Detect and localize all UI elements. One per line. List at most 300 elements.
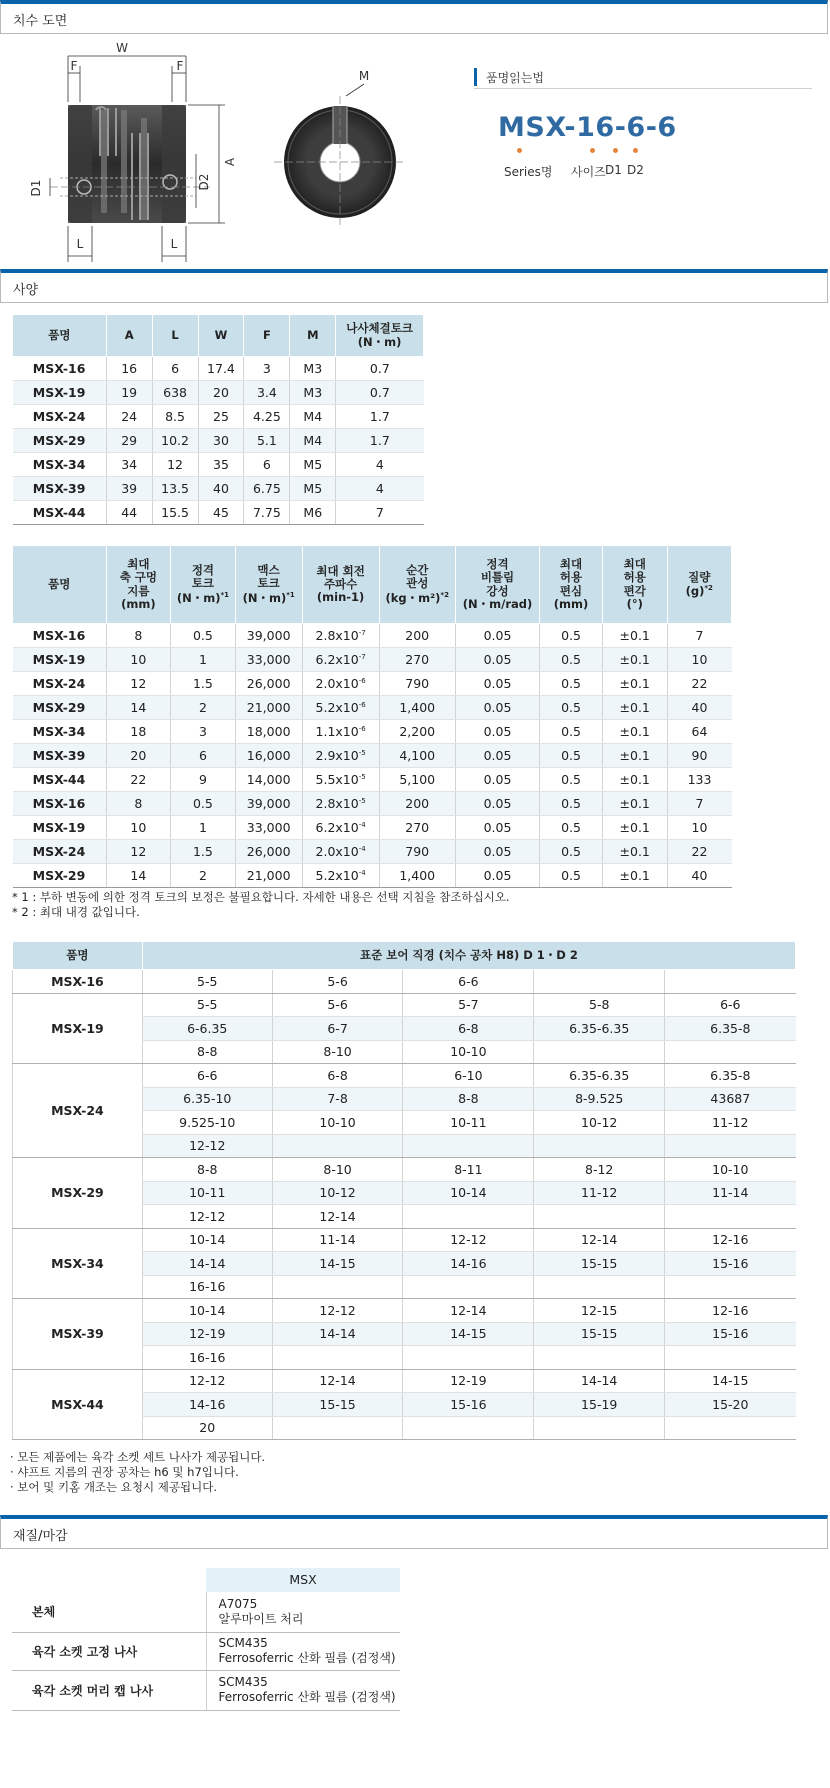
bore-cell [665, 1346, 796, 1370]
table-row [13, 1064, 796, 1088]
bore-cell: 10-12 [534, 1111, 665, 1135]
model-name-cell: MSX-16 [13, 357, 107, 381]
rpm-exponent: -7 [358, 629, 366, 637]
value-cell: 200 [379, 792, 455, 816]
table-row [13, 970, 796, 994]
bore-cell: 43687 [665, 1087, 796, 1111]
table-row [13, 720, 732, 744]
model-name-cell: MSX-29 [13, 1158, 143, 1229]
material-value [206, 1592, 400, 1632]
value-cell: M4 [290, 429, 336, 453]
bore-cell: 16-16 [142, 1275, 272, 1299]
value-cell: 6 [171, 744, 235, 768]
col-header-line: 비틀림 [480, 570, 515, 585]
model-name-cell: MSX-19 [13, 816, 107, 840]
footnote-mark: *1 [286, 590, 295, 599]
bore-cell: 12-19 [142, 1322, 272, 1346]
model-name-cell: MSX-19 [13, 648, 107, 672]
bore-cell: 6-10 [403, 1064, 534, 1088]
col-header-l: L [152, 315, 198, 357]
value-cell: 20 [198, 381, 244, 405]
value-cell: 10.2 [152, 429, 198, 453]
note-1: * 1 : 부하 변동에 의한 정격 토크의 보정은 불필요합니다. 자세한 내용은 선택 지침을 참조하십시오. [12, 890, 510, 904]
value-cell: 0.5 [540, 864, 603, 888]
bore-table [12, 941, 796, 1440]
value-cell: 14 [106, 864, 171, 888]
value-cell: ±0.1 [602, 624, 667, 648]
bore-cell [665, 1205, 796, 1229]
bore-cell: 12-12 [142, 1134, 272, 1158]
bore-cell [403, 1134, 534, 1158]
value-cell: 133 [667, 768, 732, 792]
bore-cell: 6.35-10 [142, 1087, 272, 1111]
value-cell: 1.7 [336, 429, 424, 453]
value-cell: 1,400 [379, 696, 455, 720]
model-name-cell: MSX-24 [13, 1064, 143, 1158]
value-cell: 0.7 [336, 357, 424, 381]
col-header-line: 주파수 [323, 576, 358, 591]
value-cell [302, 816, 379, 840]
value-cell: ±0.1 [602, 792, 667, 816]
value-cell [302, 720, 379, 744]
value-cell: 270 [379, 648, 455, 672]
naming-dot-d2 [633, 148, 638, 153]
bore-cell: 12-14 [403, 1299, 534, 1323]
bore-cell: 9.525-10 [142, 1111, 272, 1135]
bore-cell: 8-11 [403, 1158, 534, 1182]
table-row [13, 429, 424, 453]
value-cell: 2 [171, 864, 235, 888]
rpm-base: 6.2x10 [315, 820, 359, 835]
bore-cell: 10-14 [142, 1299, 272, 1323]
value-cell: 1.5 [171, 840, 235, 864]
rpm-base: 2.8x10 [315, 796, 359, 811]
rpm-base: 2.0x10 [315, 676, 359, 691]
bore-cell: 14-14 [142, 1252, 272, 1276]
value-cell: M3 [290, 357, 336, 381]
col-header-line: (N・m) [242, 590, 287, 605]
col-header [13, 546, 107, 624]
value-cell: 39 [106, 477, 152, 501]
col-header-bore: 표준 보어 직경 (치수 공차 H8) D 1・D 2 [142, 942, 795, 970]
value-cell: 0.5 [540, 792, 603, 816]
table-row [13, 357, 424, 381]
bore-cell: 14-14 [534, 1369, 665, 1393]
rpm-exponent: -6 [358, 677, 366, 685]
performance-notes [12, 890, 510, 920]
bore-cell: 5-5 [142, 993, 272, 1017]
value-cell: 34 [106, 453, 152, 477]
dim-label-l1: L [76, 237, 84, 251]
value-cell: 0.5 [540, 696, 603, 720]
value-cell: ±0.1 [602, 840, 667, 864]
value-cell: 0.5 [540, 840, 603, 864]
bore-cell [403, 1205, 534, 1229]
bore-cell [272, 1134, 403, 1158]
value-cell: 7 [667, 624, 732, 648]
value-cell [302, 864, 379, 888]
bore-cell: 14-15 [272, 1252, 403, 1276]
model-name-cell: MSX-34 [13, 453, 107, 477]
col-header [602, 546, 667, 624]
value-cell: 1.5 [171, 672, 235, 696]
value-cell: 24 [106, 405, 152, 429]
table-row [13, 1299, 796, 1323]
value-cell: ±0.1 [602, 672, 667, 696]
col-header-line: 정격 [191, 563, 215, 578]
rpm-exponent: -6 [358, 725, 366, 733]
bore-cell [272, 1346, 403, 1370]
model-name-cell: MSX-29 [13, 864, 107, 888]
bore-cell: 5-6 [272, 993, 403, 1017]
value-cell: 3.4 [244, 381, 290, 405]
bore-cell [534, 970, 665, 994]
value-cell: ±0.1 [602, 816, 667, 840]
bore-cell: 10-11 [403, 1111, 534, 1135]
bore-cell: 16-16 [142, 1346, 272, 1370]
bore-cell: 6-6 [142, 1064, 272, 1088]
material-value-line2: Ferrosoferric 산화 필름 (검정색) [218, 1651, 396, 1665]
bore-cell: 8-10 [272, 1158, 403, 1182]
bore-cell: 12-14 [272, 1369, 403, 1393]
bore-cell [403, 1275, 534, 1299]
bore-cell [534, 1346, 665, 1370]
bore-cell: 11-12 [665, 1111, 796, 1135]
material-table [12, 1568, 400, 1711]
bore-cell: 10-10 [403, 1040, 534, 1064]
col-header [540, 546, 603, 624]
naming-title-bar [474, 68, 477, 86]
col-header-line: 편각 [623, 583, 646, 598]
col-header-line: 최대 [559, 557, 583, 572]
table-row [13, 1158, 796, 1182]
model-name-cell: MSX-34 [13, 720, 107, 744]
col-header-line: 최대 [623, 557, 646, 572]
value-cell: 12 [152, 453, 198, 477]
value-cell: 0.05 [455, 672, 539, 696]
value-cell: 0.5 [540, 816, 603, 840]
bore-cell: 15-19 [534, 1393, 665, 1417]
rpm-exponent: -5 [358, 749, 366, 757]
col-header-line: 맥스 [257, 563, 280, 578]
rpm-exponent: -4 [358, 869, 366, 877]
value-cell: 40 [667, 864, 732, 888]
value-cell: 3 [171, 720, 235, 744]
value-cell: M5 [290, 477, 336, 501]
value-cell: 1,400 [379, 864, 455, 888]
bore-cell [403, 1346, 534, 1370]
value-cell: 3 [244, 357, 290, 381]
footnote-mark: *2 [704, 584, 713, 592]
col-header-line: 정격 [486, 557, 509, 572]
col-header-torque [336, 315, 424, 357]
col-header-line: 축 구멍 [119, 570, 158, 585]
col-header-line: (kg・m²) [385, 590, 441, 605]
rpm-base: 1.1x10 [315, 724, 359, 739]
bore-cell: 6.35-8 [665, 1017, 796, 1041]
bore-cell: 15-16 [403, 1393, 534, 1417]
table-row [13, 792, 732, 816]
col-header [235, 546, 302, 624]
value-cell: 2,200 [379, 720, 455, 744]
col-header-m: M [290, 315, 336, 357]
table-row [13, 993, 796, 1017]
value-cell: 14,000 [235, 768, 302, 792]
value-cell: 0.05 [455, 624, 539, 648]
bore-cell: 12-12 [142, 1369, 272, 1393]
value-cell: 16,000 [235, 744, 302, 768]
rpm-exponent: -5 [358, 773, 366, 781]
bore-cell: 8-10 [272, 1040, 403, 1064]
col-header-line: (°) [626, 596, 643, 611]
dim-label-a: A [223, 157, 237, 167]
value-cell [302, 624, 379, 648]
value-cell: 10 [106, 648, 171, 672]
bore-cell: 10-14 [142, 1228, 272, 1252]
table-row [13, 864, 732, 888]
naming-code: MSX-16-6-6 [498, 112, 677, 143]
bore-cell [665, 970, 796, 994]
table-row [13, 768, 732, 792]
value-cell: 10 [667, 648, 732, 672]
value-cell: 9 [171, 768, 235, 792]
bore-cell: 8-8 [403, 1087, 534, 1111]
bore-cell [665, 1134, 796, 1158]
value-cell: 638 [152, 381, 198, 405]
bore-cell [534, 1275, 665, 1299]
value-cell: 0.05 [455, 864, 539, 888]
value-cell: 0.5 [540, 768, 603, 792]
bore-cell: 20 [142, 1416, 272, 1440]
value-cell: 1 [171, 816, 235, 840]
dim-label-f2: F [176, 59, 184, 73]
value-cell: 22 [667, 840, 732, 864]
table-row [13, 405, 424, 429]
table-row [13, 477, 424, 501]
bore-cell: 5-6 [272, 970, 403, 994]
value-cell: 22 [106, 768, 171, 792]
value-cell: 4,100 [379, 744, 455, 768]
value-cell: 6 [244, 453, 290, 477]
bore-cell: 6.35-8 [665, 1064, 796, 1088]
bore-cell: 5-8 [534, 993, 665, 1017]
value-cell [302, 768, 379, 792]
naming-guide [474, 64, 812, 194]
bore-cell: 12-19 [403, 1369, 534, 1393]
bore-cell: 10-10 [272, 1111, 403, 1135]
col-header-a: A [106, 315, 152, 357]
section-title: 치수 도면 [13, 14, 68, 29]
value-cell: 200 [379, 624, 455, 648]
table-row [13, 381, 424, 405]
table-row [13, 816, 732, 840]
col-header-line: 최대 회전 [316, 563, 365, 578]
col-header-line: (N・m) [176, 590, 221, 605]
col-header-torque-line1: 나사체결토크 [346, 321, 413, 336]
value-cell: 0.05 [455, 720, 539, 744]
bore-cell: 12-16 [665, 1228, 796, 1252]
value-cell: 35 [198, 453, 244, 477]
rpm-base: 5.2x10 [315, 868, 359, 883]
model-name-cell: MSX-44 [13, 768, 107, 792]
value-cell: 5,100 [379, 768, 455, 792]
dim-label-w: W [116, 41, 128, 55]
rpm-exponent: -6 [358, 701, 366, 709]
table-row [13, 672, 732, 696]
value-cell: 0.5 [540, 744, 603, 768]
naming-dot-d1 [613, 148, 618, 153]
naming-part-series: Series명 [504, 165, 553, 179]
col-header-line: 토크 [191, 576, 215, 591]
col-header-line: 관성 [406, 576, 429, 591]
bore-cell: 15-16 [665, 1252, 796, 1276]
bore-cell: 12-12 [142, 1205, 272, 1229]
value-cell [302, 744, 379, 768]
model-name-cell: MSX-24 [13, 405, 107, 429]
rpm-base: 5.5x10 [315, 772, 359, 787]
value-cell: 33,000 [235, 816, 302, 840]
bore-cell: 6-8 [403, 1017, 534, 1041]
bore-cell: 8-8 [142, 1158, 272, 1182]
bore-note-3: · 보어 및 키홈 개조는 요청시 제공됩니다. [10, 1480, 217, 1494]
col-header-f: F [244, 315, 290, 357]
value-cell: 4.25 [244, 405, 290, 429]
table-row [13, 1369, 796, 1393]
value-cell: 18,000 [235, 720, 302, 744]
rpm-exponent: -4 [358, 845, 366, 853]
table-row [13, 840, 732, 864]
value-cell: 22 [667, 672, 732, 696]
value-cell: 44 [106, 501, 152, 525]
value-cell: 15.5 [152, 501, 198, 525]
performance-table [12, 545, 732, 888]
model-name-cell: MSX-39 [13, 1299, 143, 1370]
value-cell: 0.7 [336, 381, 424, 405]
col-header-line: 순간 [406, 563, 429, 578]
value-cell: 7.75 [244, 501, 290, 525]
value-cell: 0.05 [455, 792, 539, 816]
col-header-line: 허용 [623, 570, 646, 585]
coupling-drawing [20, 38, 440, 268]
bore-note-1: · 모든 제품에는 육각 소켓 세트 나사가 제공됩니다. [10, 1450, 266, 1464]
value-cell: 29 [106, 429, 152, 453]
bore-cell: 15-15 [272, 1393, 403, 1417]
material-value-line1: SCM435 [218, 1675, 268, 1689]
section-header-dimensions [0, 0, 828, 34]
value-cell: 45 [198, 501, 244, 525]
bore-cell: 14-15 [665, 1369, 796, 1393]
material-value-line2: Ferrosoferric 산화 필름 (검정색) [218, 1690, 396, 1704]
col-header [171, 546, 235, 624]
value-cell: 0.5 [540, 672, 603, 696]
value-cell: 790 [379, 840, 455, 864]
material-value [206, 1632, 400, 1670]
rpm-base: 6.2x10 [315, 652, 359, 667]
table-row [13, 744, 732, 768]
naming-part-d1: D1 [605, 163, 622, 177]
bore-cell: 12-12 [272, 1299, 403, 1323]
value-cell [302, 696, 379, 720]
material-key: 육각 소켓 고정 나사 [12, 1632, 206, 1670]
bore-cell: 12-15 [534, 1299, 665, 1323]
value-cell: ±0.1 [602, 768, 667, 792]
model-name-cell: MSX-34 [13, 1228, 143, 1299]
value-cell [302, 840, 379, 864]
value-cell: 8.5 [152, 405, 198, 429]
bore-cell: 15-16 [665, 1322, 796, 1346]
value-cell: 18 [106, 720, 171, 744]
rpm-base: 5.2x10 [315, 700, 359, 715]
bore-cell: 6.35-6.35 [534, 1017, 665, 1041]
bore-cell: 15-15 [534, 1322, 665, 1346]
bore-cell [534, 1205, 665, 1229]
table-row [13, 696, 732, 720]
col-header [455, 546, 539, 624]
dimension-table [12, 314, 424, 525]
value-cell: 14 [106, 696, 171, 720]
bore-cell: 10-10 [665, 1158, 796, 1182]
col-header [302, 546, 379, 624]
value-cell: 6.75 [244, 477, 290, 501]
bore-cell [272, 1275, 403, 1299]
bore-cell [534, 1040, 665, 1064]
bore-cell [272, 1416, 403, 1440]
value-cell: 0.5 [171, 624, 235, 648]
value-cell: 0.05 [455, 816, 539, 840]
bore-cell: 10-12 [272, 1181, 403, 1205]
bore-cell: 6-7 [272, 1017, 403, 1041]
value-cell: ±0.1 [602, 720, 667, 744]
bore-cell: 8-8 [142, 1040, 272, 1064]
bore-cell: 14-15 [403, 1322, 534, 1346]
bore-cell [665, 1040, 796, 1064]
table-row [13, 648, 732, 672]
col-header [106, 546, 171, 624]
col-header-line: (g) [685, 584, 705, 598]
bore-cell: 12-14 [534, 1228, 665, 1252]
rpm-exponent: -4 [358, 821, 366, 829]
value-cell: 1.7 [336, 405, 424, 429]
bore-cell: 14-16 [142, 1393, 272, 1417]
naming-dot-series [517, 148, 522, 153]
col-header-torque-line2: (N・m) [357, 334, 402, 349]
table-row [13, 624, 732, 648]
bore-cell [534, 1134, 665, 1158]
material-value-line2: 알루마이트 처리 [218, 1611, 304, 1626]
value-cell [302, 648, 379, 672]
bore-cell [534, 1416, 665, 1440]
value-cell: 39,000 [235, 624, 302, 648]
value-cell: 0.05 [455, 840, 539, 864]
model-name-cell: MSX-19 [13, 993, 143, 1064]
col-header-line: (mm) [553, 596, 589, 611]
footnote-mark: *1 [220, 590, 230, 599]
value-cell: 40 [667, 696, 732, 720]
naming-divider [474, 88, 812, 89]
col-header-line: (N・m/rad) [462, 596, 533, 611]
model-name-cell: MSX-44 [13, 501, 107, 525]
value-cell: 7 [336, 501, 424, 525]
bore-cell: 8-12 [534, 1158, 665, 1182]
col-header-line: 강성 [486, 583, 509, 598]
value-cell: 6 [152, 357, 198, 381]
bore-cell: 5-7 [403, 993, 534, 1017]
bore-cell: 5-5 [142, 970, 272, 994]
value-cell: ±0.1 [602, 864, 667, 888]
value-cell: 26,000 [235, 840, 302, 864]
bore-cell: 11-12 [534, 1181, 665, 1205]
table-row [13, 501, 424, 525]
